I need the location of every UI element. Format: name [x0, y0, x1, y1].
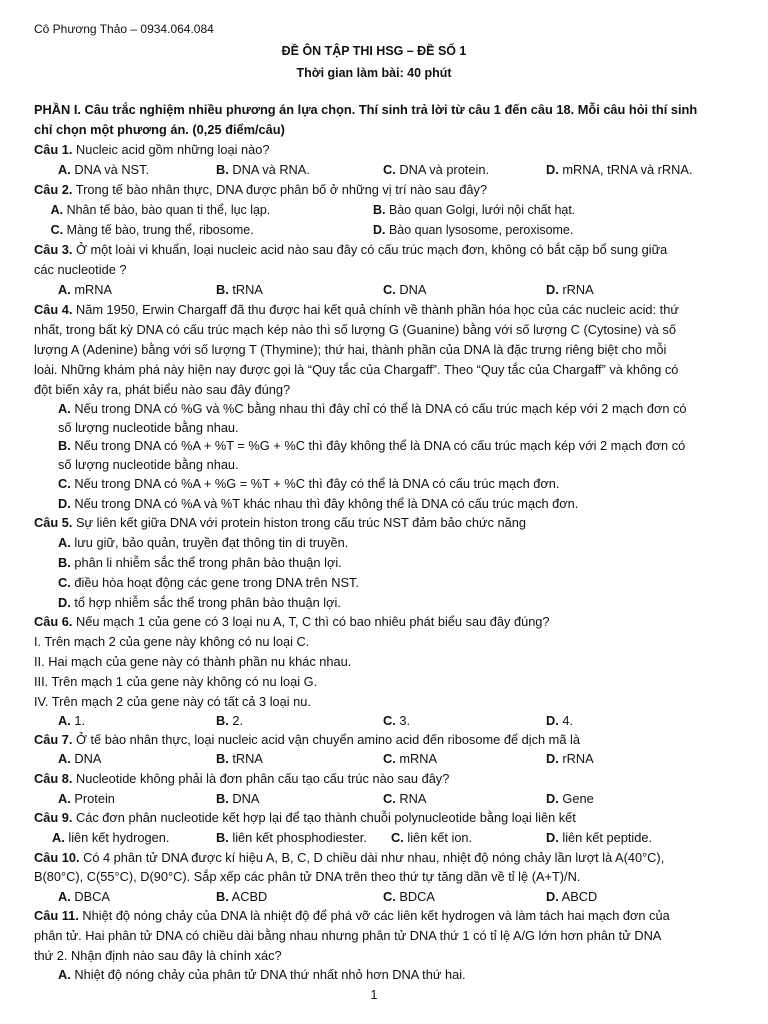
question-6-options [0, 712, 768, 730]
question-11-line2: phân tử. Hai phân tử DNA có chiều dài bằng nhau nhưng phân tử DNA thứ 1 có tỉ lệ A/G lớn hơn phân tử DNA [34, 928, 662, 943]
question-1: Câu 1. Nucleic acid gồm những loại nào? [34, 142, 270, 157]
part1-instructions-line2: chỉ chọn một phương án. (0,25 điểm/câu) [34, 122, 285, 137]
question-11-line3: thứ 2. Nhận định nào sau đây là chính xác? [34, 948, 282, 963]
q8-option-b: B. DNA [216, 791, 260, 806]
question-8-options [0, 790, 768, 808]
q4-option-a: A. Nếu trong DNA có %G và %C bằng nhau thì đây chỉ có thể là DNA có cấu trúc mạch kép với 2 mạch đơn có [58, 401, 687, 416]
q4-option-c: C. Nếu trong DNA có %A + %G = %T + %C thì đây có thể là DNA có cấu trúc mạch đơn. [58, 476, 560, 491]
q6-option-c: C. 3. [383, 713, 411, 728]
q4-option-b: B. Nếu trong DNA có %A + %T = %G + %C thì đây không thể là DNA có cấu trúc mạch kép với 2 mạch đơn có [58, 438, 686, 453]
q4-option-d: D. Nếu trong DNA có %A và %T khác nhau thì đây không thể là DNA có cấu trúc mạch đơn. [58, 496, 579, 511]
q3-option-d: D. rRNA [546, 282, 594, 297]
question-10-options [0, 888, 768, 906]
question-9: Câu 9. Các đơn phân nucleotide kết hợp lại để tạo thành chuỗi polynucleotide bằng loại liên kết [34, 810, 576, 825]
question-10: Câu 10. Có 4 phân tử DNA được kí hiệu A, B, C, D chiều dài như nhau, nhiệt độ nóng chảy lần lượt là A(40°C), [34, 850, 665, 865]
q2-option-b: B. Bào quan Golgi, lưới nội chất hạt. [373, 202, 576, 217]
q10-option-d: D. ABCD [546, 889, 598, 904]
question-6: Câu 6. Nếu mạch 1 của gene có 3 loại nu A, T, C thì có bao nhiêu phát biểu sau đây đúng? [34, 614, 550, 629]
q1-option-d: D. mRNA, tRNA và rRNA. [546, 162, 693, 177]
q4-option-b-cont: số lượng nucleotide bằng nhau. [58, 457, 239, 472]
q6-statement-1: I. Trên mạch 2 của gene này không có nu loại C. [34, 634, 310, 649]
question-3-cont: các nucleotide ? [34, 262, 127, 277]
q10-option-c: C. BDCA [383, 889, 435, 904]
q9-option-c: C. liên kết ion. [391, 830, 473, 845]
q10-option-b: B. ACBD [216, 889, 268, 904]
q2-option-d: D. Bào quan lysosome, peroxisome. [373, 222, 574, 237]
q6-option-b: B. 2. [216, 713, 244, 728]
page-number: 1 [370, 987, 378, 1002]
question-9-options [0, 829, 768, 847]
question-3-options [0, 281, 768, 299]
question-4-line3: lượng A (Adenine) bằng với số lượng T (Thymine); thứ hai, thành phần của DNA là đặc trưng riêng biệt cho mỗi [34, 342, 667, 357]
q2-option-a: A. Nhân tế bào, bào quan ti thể, lục lạp. [50, 202, 271, 217]
question-1-options [0, 161, 768, 179]
exam-title: ĐỀ ÔN TẬP THI HSG – ĐỀ SỐ 1 [281, 43, 467, 58]
q6-statement-3: III. Trên mạch 1 của gene này không có nu loại G. [34, 674, 318, 689]
exam-duration: Thời gian làm bài: 40 phút [296, 65, 452, 80]
q8-option-c: C. RNA [383, 791, 427, 806]
question-3: Câu 3. Ở một loài vi khuẩn, loại nucleic acid nào sau đây có cấu trúc mạch đơn, không có bắt cặp bổ sung giữa [34, 242, 668, 257]
q5-option-a: A. lưu giữ, bảo quản, truyền đạt thông tin di truyền. [58, 535, 349, 550]
q5-option-d: D. tổ hợp nhiễm sắc thể trong phân bào thuận lợi. [58, 595, 341, 610]
question-2-options-row2 [0, 221, 748, 239]
question-2: Câu 2. Trong tế bào nhân thực, DNA được phân bố ở những vị trí nào sau đây? [34, 182, 487, 197]
q6-statement-4: IV. Trên mạch 2 của gene này có tất cả 3 loại nu. [34, 694, 311, 709]
question-2-options-row1 [0, 201, 748, 219]
q3-option-b: B. tRNA [216, 282, 263, 297]
q7-option-d: D. rRNA [546, 751, 594, 766]
question-7: Câu 7. Ở tế bào nhân thực, loại nucleic acid vận chuyển amino acid đến ribosome để dịch mã là [34, 732, 580, 747]
q7-option-c: C. mRNA [383, 751, 438, 766]
q6-statement-2: II. Hai mạch của gene này có thành phần nu khác nhau. [34, 654, 352, 669]
question-11: Câu 11. Nhiệt độ nóng chảy của DNA là nhiệt độ để phá vỡ các liên kết hydrogen và làm tách hai mạch đơn của [34, 908, 670, 923]
q8-option-d: D. Gene [546, 791, 594, 806]
question-7-options [0, 750, 768, 768]
q9-option-a: A. liên kết hydrogen. [52, 830, 170, 845]
q9-option-d: D. liên kết peptide. [546, 830, 653, 845]
question-10-cont: B(80°C), C(55°C), D(90°C). Sắp xếp các phân tử DNA trên theo thứ tự tăng dần về tỉ lệ (A+T)/N. [34, 869, 581, 884]
question-5: Câu 5. Sự liên kết giữa DNA với protein histon trong cấu trúc NST đảm bảo chức năng [34, 515, 526, 530]
question-4-line2: nhất, trong bất kỳ DNA có cấu trúc mạch kép nào thì số lượng G (Guanine) bằng với số lượng C (Cytosine) và số [34, 322, 676, 337]
author-header: Cô Phương Thảo – 0934.064.084 [34, 22, 214, 36]
q1-option-a: A. DNA và NST. [58, 162, 150, 177]
q1-option-c: C. DNA và protein. [383, 162, 489, 177]
question-4-line4: loài. Những khám phá này hiện nay được gọi là “Quy tắc của Chargaff”. Theo “Quy tắc của Chargaff” và không có [34, 362, 679, 377]
q10-option-a: A. DBCA [58, 889, 110, 904]
q6-option-d: D. 4. [546, 713, 574, 728]
part1-instructions-line1: PHẦN I. Câu trắc nghiệm nhiều phương án lựa chọn. Thí sinh trả lời từ câu 1 đến câu 18. Mỗi câu hỏi thí sinh [34, 102, 698, 117]
q8-option-a: A. Protein [58, 791, 115, 806]
q5-option-b: B. phân li nhiễm sắc thể trong phân bào thuận lợi. [58, 555, 342, 570]
question-8: Câu 8. Nucleotide không phải là đơn phân cấu tạo cấu trúc nào sau đây? [34, 771, 450, 786]
question-4-line5: đột biến xảy ra, phát biểu nào sau đây đúng? [34, 382, 291, 397]
q3-option-a: A. mRNA [58, 282, 113, 297]
q9-option-b: B. liên kết phosphodiester. [216, 830, 367, 845]
q7-option-a: A. DNA [58, 751, 102, 766]
q2-option-c: C. Màng tế bào, trung thể, ribosome. [50, 222, 254, 237]
q11-option-a: A. Nhiệt độ nóng chảy của phân tử DNA thứ nhất nhỏ hơn DNA thứ hai. [58, 967, 466, 982]
q6-option-a: A. 1. [58, 713, 86, 728]
q1-option-b: B. DNA và RNA. [216, 162, 310, 177]
q3-option-c: C. DNA [383, 282, 427, 297]
question-4: Câu 4. Năm 1950, Erwin Chargaff đã thu được hai kết quả chính về thành phần hóa học của các nucleic acid: thứ [34, 302, 679, 317]
q7-option-b: B. tRNA [216, 751, 263, 766]
q4-option-a-cont: số lượng nucleotide bằng nhau. [58, 420, 239, 435]
q5-option-c: C. điều hòa hoạt động các gene trong DNA trên NST. [58, 575, 359, 590]
